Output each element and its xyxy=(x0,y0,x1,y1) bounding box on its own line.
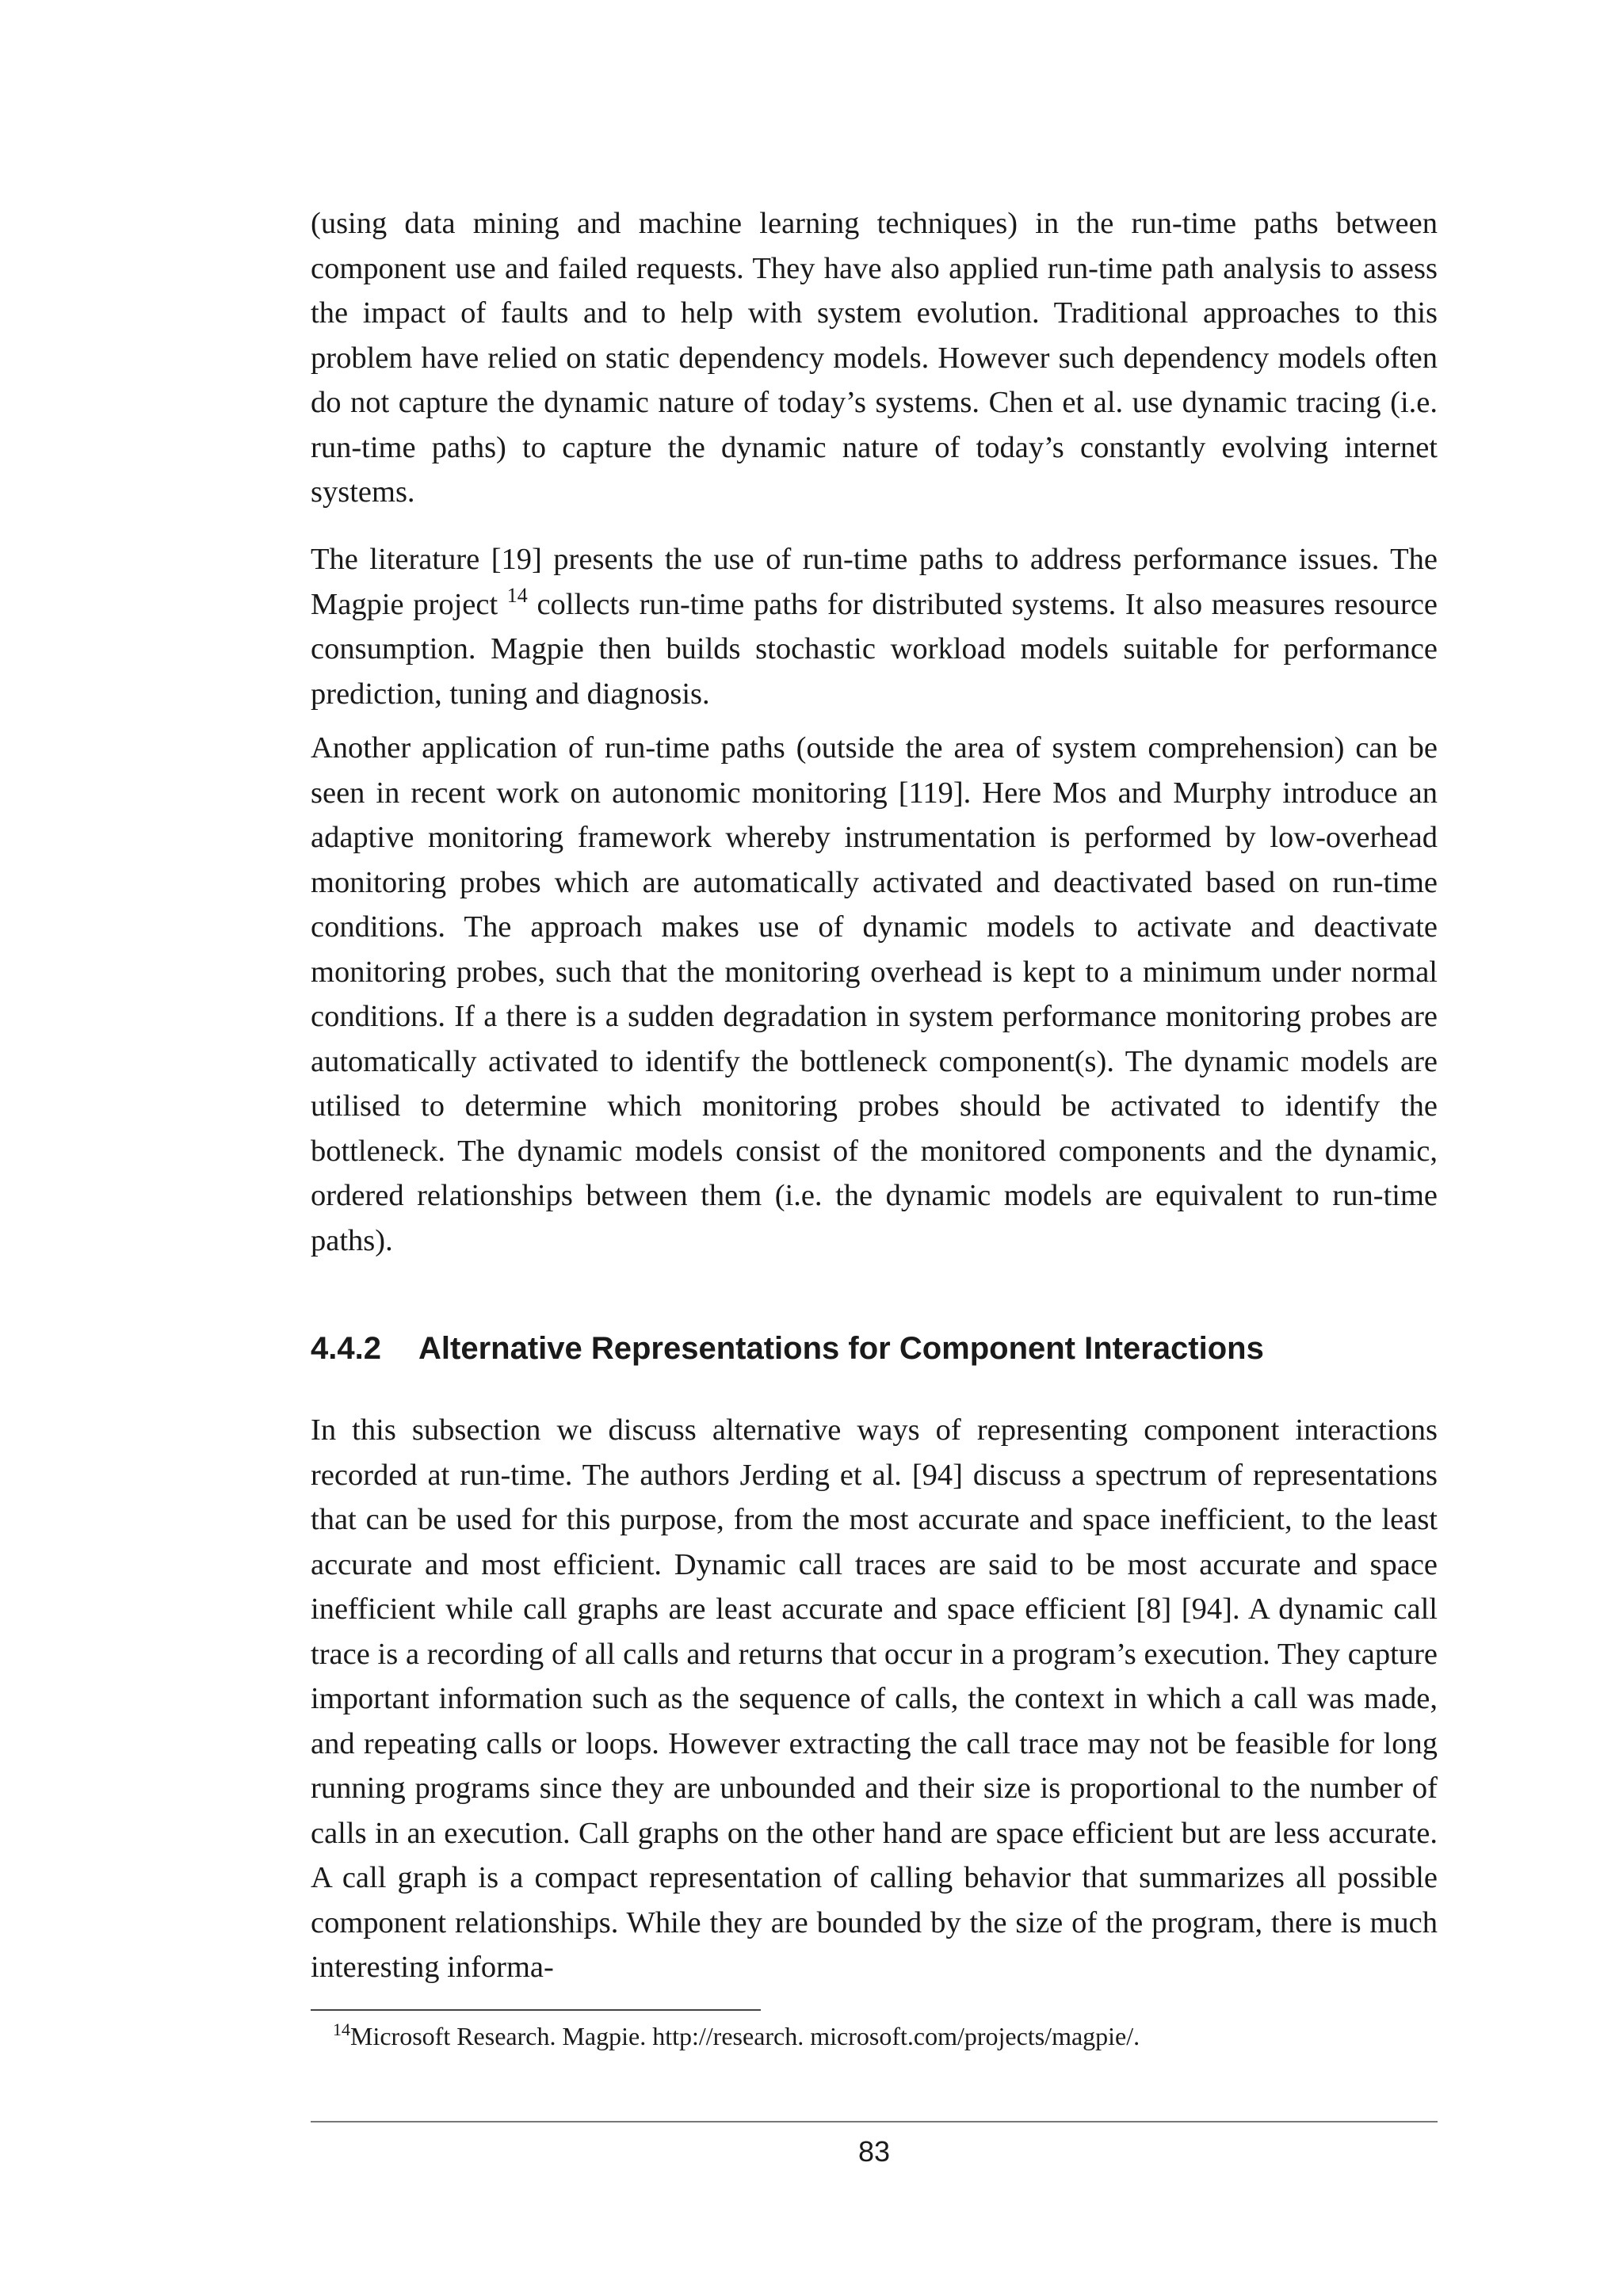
footnote xyxy=(333,2019,1140,2054)
body-paragraph-4 xyxy=(311,1408,1438,1990)
page-footer-divider xyxy=(311,2121,1438,2122)
paragraph-text xyxy=(311,537,1438,716)
footnote-text: Microsoft Research. Magpie. http://research. microsoft.com/projects/magpie/. xyxy=(350,2022,1140,2050)
page-number: 83 xyxy=(857,2135,891,2168)
section-number: 4.4.2 xyxy=(311,1331,381,1366)
footnote-reference[interactable]: 14 xyxy=(506,583,528,607)
footnote-divider xyxy=(311,2009,761,2011)
body-paragraph-2 xyxy=(311,537,1438,716)
section-heading xyxy=(311,1326,1264,1371)
section-title: Alternative Representations for Component Interactions xyxy=(418,1331,1264,1366)
paragraph-text-before-footnote: The literature [19] presents the use of run-time paths to address performance issues. The Magpie project xyxy=(311,543,1438,621)
paragraph-text-after-footnote: collects run-time paths for distributed systems. It also measures resource consumption. Magpie then builds stochastic workload models suitable for performance prediction, tuning and diagnosis. xyxy=(311,587,1438,711)
footnote-mark: 14 xyxy=(333,2019,350,2039)
body-paragraph-1 xyxy=(311,201,1438,515)
paragraph-text: Another application of run-time paths (outside the area of system comprehension) can be seen in recent work on autonomic monitoring [119]. Here Mos and Murphy introduce an adaptive monitoring framework whereby instrumentation is performed by low-overhead monitoring probes which are automatically activated and deactivated based on run-time conditions. The approach makes use of dynamic models to activate and deactivate monitoring probes, such that the monitoring overhead is kept to a minimum under normal conditions. If a there is a sudden degradation in system performance monitoring probes are automatically activated to identify the bottleneck component(s). The dynamic models are utilised to determine which monitoring probes should be activated to identify the bottleneck. The dynamic models consist of the monitored components and the dynamic, ordered relationships between them (i.e. the dynamic models are equivalent to run-time paths). xyxy=(311,731,1438,1257)
body-paragraph-3 xyxy=(311,726,1438,1263)
paragraph-text: (using data mining and machine learning techniques) in the run-time paths between component use and failed requests. They have also applied run-time path analysis to assess the impact of faults and to help with system evolution. Traditional approaches to this problem have relied on static dependency models. However such dependency models often do not capture the dynamic nature of today’s systems. Chen et al. use dynamic tracing (i.e. run-time paths) to capture the dynamic nature of today’s constantly evolving internet systems. xyxy=(311,207,1438,509)
paragraph-text: In this subsection we discuss alternative ways of representing component interactions recorded at run-time. The authors Jerding et al. [94] discuss a spectrum of representations that can be used for this purpose, from the most accurate and space inefficient, to the least accurate and most efficient. Dynamic call traces are said to be most accurate and space inefficient while call graphs are least accurate and space efficient [8] [94]. A dynamic call trace is a recording of all calls and returns that occur in a program’s execution. They capture important information such as the sequence of calls, the context in which a call was made, and repeating calls or loops. However extracting the call trace may not be feasible for long running programs since they are unbounded and their size is proportional to the number of calls in an execution. Call graphs on the other hand are space efficient but are less accurate. A call graph is a compact representation of calling behavior that summarizes all possible component relationships. While they are bounded by the size of the program, there is much interesting informa- xyxy=(311,1413,1438,1984)
